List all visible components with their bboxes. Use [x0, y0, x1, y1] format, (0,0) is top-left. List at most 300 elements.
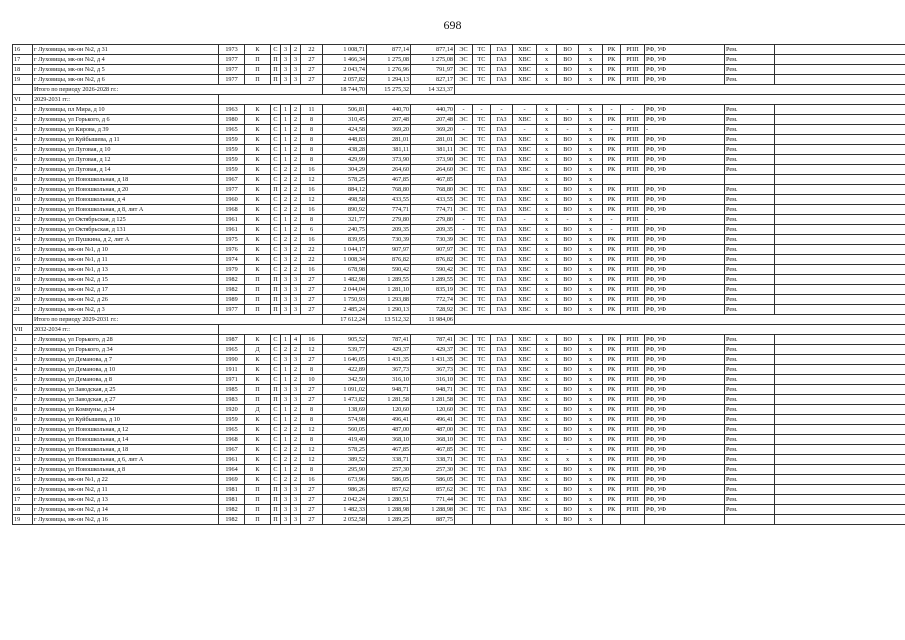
table-cell: 3	[281, 515, 291, 525]
table-cell: РПП	[621, 55, 645, 65]
table-cell: 3	[291, 505, 301, 515]
table-cell: 1 091,02	[323, 385, 367, 395]
table-row	[13, 205, 905, 215]
table-cell	[775, 435, 905, 445]
table-cell: П	[245, 275, 271, 285]
table-cell: 1 289,25	[367, 515, 411, 525]
table-cell: ГАЗ	[491, 45, 513, 55]
table-cell: ВО	[557, 65, 579, 75]
table-cell: 257,30	[367, 465, 411, 475]
table-cell: К	[245, 135, 271, 145]
table-cell: 1 646,05	[323, 355, 367, 365]
table-cell: ВО	[557, 375, 579, 385]
table-cell: г Луховицы, мк-он №2, д 16	[33, 515, 219, 525]
table-cell: К	[245, 45, 271, 55]
table-cell: Рем.	[725, 195, 775, 205]
table-cell: 1977	[219, 305, 245, 315]
table-cell: 1979	[219, 265, 245, 275]
table-cell: 1920	[219, 405, 245, 415]
table-cell: П	[271, 295, 281, 305]
table-cell: х	[557, 455, 579, 465]
table-cell: 2	[281, 345, 291, 355]
table-cell: 467,85	[367, 175, 411, 185]
table-cell: 338,71	[411, 455, 455, 465]
table-cell: -	[491, 445, 513, 455]
table-cell: РК	[603, 55, 621, 65]
table-cell: П	[271, 275, 281, 285]
table-cell: РПП	[621, 475, 645, 485]
table-cell: 381,11	[411, 145, 455, 155]
table-cell: 27	[301, 305, 323, 315]
table-cell: 279,80	[411, 215, 455, 225]
table-cell: 2 485,24	[323, 305, 367, 315]
table-cell	[775, 265, 905, 275]
table-cell: 1 008,34	[323, 255, 367, 265]
table-cell: 2	[291, 175, 301, 185]
table-cell: 2	[291, 465, 301, 475]
table-cell: 2	[291, 195, 301, 205]
table-cell: г Луховицы, мк-он №1, д 22	[33, 475, 219, 485]
table-cell: ТС	[473, 155, 491, 165]
table-cell: П	[245, 385, 271, 395]
table-cell	[775, 65, 905, 75]
table-cell: 342,50	[323, 375, 367, 385]
table-cell: РПП	[621, 385, 645, 395]
table-cell	[775, 355, 905, 365]
table-cell: 12	[301, 345, 323, 355]
table-cell: РФ, УФ	[645, 155, 725, 165]
table-cell: ВО	[557, 495, 579, 505]
table-cell: 3	[291, 275, 301, 285]
table-cell: ХВС	[513, 305, 537, 315]
table-cell: П	[271, 285, 281, 295]
table-cell: 8	[301, 465, 323, 475]
table-cell: х	[537, 455, 557, 465]
table-cell: РПП	[621, 45, 645, 55]
table-cell: С	[271, 475, 281, 485]
section-row	[13, 325, 905, 335]
table-cell: ВО	[557, 355, 579, 365]
table-cell: ТС	[473, 415, 491, 425]
table-cell: ЭС	[455, 55, 473, 65]
table-cell: РПП	[621, 435, 645, 445]
table-cell: 11	[301, 105, 323, 115]
table-cell: 2 042,24	[323, 495, 367, 505]
table-cell: ВО	[557, 405, 579, 415]
table-cell: ТС	[473, 65, 491, 75]
table-cell: х	[579, 165, 603, 175]
table-cell: ХВС	[513, 245, 537, 255]
table-cell: 27	[301, 485, 323, 495]
table-cell: г Луховицы, ул Коммуны, д 34	[33, 405, 219, 415]
table-cell: ХВС	[513, 255, 537, 265]
table-cell: ВО	[557, 185, 579, 195]
table-cell: 1976	[219, 245, 245, 255]
table-cell: х	[537, 395, 557, 405]
table-cell: С	[271, 345, 281, 355]
table-cell: 1974	[219, 255, 245, 265]
table-cell: х	[537, 415, 557, 425]
table-cell: ТС	[473, 465, 491, 475]
table-row	[13, 475, 905, 485]
table-cell: Рем.	[725, 385, 775, 395]
table-cell: 2	[291, 405, 301, 415]
table-cell: 1983	[219, 395, 245, 405]
table-cell: 13	[13, 225, 33, 235]
table-row	[13, 455, 905, 465]
table-cell: 2	[281, 205, 291, 215]
table-cell: 1967	[219, 445, 245, 455]
table-cell: ХВС	[513, 145, 537, 155]
table-cell: ХВС	[513, 505, 537, 515]
table-cell: 2	[291, 115, 301, 125]
table-cell: Рем.	[725, 75, 775, 85]
table-cell: 1968	[219, 435, 245, 445]
table-cell: 948,71	[367, 385, 411, 395]
table-cell: Рем.	[725, 395, 775, 405]
table-cell: 4	[291, 335, 301, 345]
table-cell: 1959	[219, 165, 245, 175]
table-cell: К	[245, 195, 271, 205]
table-cell: ТС	[473, 495, 491, 505]
table-cell: РФ, УФ	[645, 245, 725, 255]
table-cell: РПП	[621, 485, 645, 495]
table-cell: ВО	[557, 45, 579, 55]
table-cell: 678,98	[323, 265, 367, 275]
table-cell: ЭС	[455, 475, 473, 485]
table-cell: 877,14	[367, 45, 411, 55]
table-cell: ВО	[557, 505, 579, 515]
table-cell: г Луховицы, ул Новошкольная, д 6, лит А	[33, 455, 219, 465]
table-cell: ГАЗ	[491, 115, 513, 125]
table-cell: РФ, УФ	[645, 235, 725, 245]
table-cell: 1989	[219, 295, 245, 305]
table-cell: ТС	[473, 285, 491, 295]
table-cell: 539,77	[323, 345, 367, 355]
table-cell: 1 750,93	[323, 295, 367, 305]
table-cell: ЭС	[455, 235, 473, 245]
table-cell	[775, 155, 905, 165]
table-cell: ХВС	[513, 275, 537, 285]
table-cell: К	[245, 435, 271, 445]
table-cell: РФ, УФ	[645, 275, 725, 285]
table-cell: ГАЗ	[491, 75, 513, 85]
table-cell: ХВС	[513, 155, 537, 165]
table-cell: 590,42	[367, 265, 411, 275]
table-cell: 17	[13, 265, 33, 275]
table-cell: ГАЗ	[491, 435, 513, 445]
table-cell: ТС	[473, 445, 491, 455]
table-row	[13, 355, 905, 365]
table-cell: ХВС	[513, 65, 537, 75]
table-cell	[473, 175, 491, 185]
table-cell: ВО	[557, 395, 579, 405]
table-cell: х	[537, 135, 557, 145]
table-cell: 429,37	[367, 345, 411, 355]
table-cell: 1965	[219, 425, 245, 435]
table-cell: -	[455, 125, 473, 135]
table-cell: 1961	[219, 455, 245, 465]
table-cell: 27	[301, 505, 323, 515]
table-cell: 1981	[219, 485, 245, 495]
table-cell	[775, 55, 905, 65]
table-cell: РПП	[621, 115, 645, 125]
table-cell: РК	[603, 255, 621, 265]
table-cell: 1 293,88	[367, 295, 411, 305]
table-cell: ГАЗ	[491, 235, 513, 245]
table-cell: 16	[301, 335, 323, 345]
table-cell: г Луховицы, мк-он №2, д 4	[33, 55, 219, 65]
table-cell: х	[579, 225, 603, 235]
table-cell: х	[537, 495, 557, 505]
table-cell	[725, 515, 775, 525]
table-cell: П	[271, 395, 281, 405]
table-cell: х	[537, 105, 557, 115]
table-cell: 22	[301, 45, 323, 55]
table-cell: К	[245, 115, 271, 125]
table-cell: РФ, УФ	[645, 385, 725, 395]
table-cell: 6	[301, 225, 323, 235]
table-cell: х	[537, 375, 557, 385]
table-cell: 3	[291, 305, 301, 315]
table-cell: х	[537, 185, 557, 195]
table-cell: ЭС	[455, 275, 473, 285]
table-cell: 487,00	[367, 425, 411, 435]
table-cell: РПП	[621, 255, 645, 265]
table-cell: Рем.	[725, 495, 775, 505]
table-cell: С	[271, 265, 281, 275]
table-cell: ВО	[557, 155, 579, 165]
table-cell	[13, 315, 33, 325]
table-cell	[775, 445, 905, 455]
table-cell: 2	[291, 375, 301, 385]
table-cell: К	[245, 125, 271, 135]
table-cell: РК	[603, 115, 621, 125]
table-cell: П	[271, 515, 281, 525]
table-cell: РПП	[621, 215, 645, 225]
table-cell: х	[579, 125, 603, 135]
table-cell: х	[579, 415, 603, 425]
table-cell: РФ, УФ	[645, 505, 725, 515]
table-row	[13, 445, 905, 455]
table-cell: ХВС	[513, 265, 537, 275]
table-cell	[775, 275, 905, 285]
table-cell: 560,05	[323, 425, 367, 435]
table-cell: С	[271, 255, 281, 265]
table-cell: х	[537, 255, 557, 265]
table-cell: 1	[281, 225, 291, 235]
table-row	[13, 235, 905, 245]
table-cell: -	[455, 105, 473, 115]
table-cell: ГАЗ	[491, 215, 513, 225]
table-cell: 12	[301, 175, 323, 185]
table-cell: 3	[291, 495, 301, 505]
table-cell: ТС	[473, 385, 491, 395]
table-cell: 18	[13, 65, 33, 75]
table-cell: ТС	[473, 215, 491, 225]
table-row	[13, 265, 905, 275]
table-cell: ЭС	[455, 195, 473, 205]
table-cell: х	[537, 285, 557, 295]
table-cell: х	[579, 375, 603, 385]
table-cell: 2	[281, 235, 291, 245]
table-cell: РФ, УФ	[645, 395, 725, 405]
table-cell: г Луховицы, ул Деманова, д 7	[33, 355, 219, 365]
table-cell: 1980	[219, 115, 245, 125]
table-cell: С	[271, 225, 281, 235]
table-cell: РФ, УФ	[645, 145, 725, 155]
table-cell: 5	[13, 145, 33, 155]
table-cell: РПП	[621, 135, 645, 145]
table-cell: ТС	[473, 165, 491, 175]
table-cell: х	[579, 495, 603, 505]
table-cell: х	[579, 175, 603, 185]
table-cell: С	[271, 405, 281, 415]
table-cell: П	[271, 305, 281, 315]
table-cell	[775, 415, 905, 425]
table-cell: Рем.	[725, 445, 775, 455]
table-cell: С	[271, 115, 281, 125]
table-cell	[775, 405, 905, 415]
table-cell: -	[645, 215, 725, 225]
table-cell: РК	[603, 405, 621, 415]
table-cell: 2	[291, 135, 301, 145]
table-cell: С	[271, 155, 281, 165]
table-row	[13, 115, 905, 125]
table-cell: К	[245, 415, 271, 425]
table-cell: ХВС	[513, 55, 537, 65]
table-cell: РФ, УФ	[645, 495, 725, 505]
table-cell: 1975	[219, 235, 245, 245]
table-cell: П	[245, 305, 271, 315]
table-cell	[775, 495, 905, 505]
table-cell: 877,14	[411, 45, 455, 55]
table-cell: -	[603, 125, 621, 135]
table-cell: РФ, УФ	[645, 485, 725, 495]
table-cell: ТС	[473, 275, 491, 285]
table-cell: г Луховицы, ул Куйбышева, д 11	[33, 135, 219, 145]
table-cell: РК	[603, 75, 621, 85]
table-cell: 389,52	[323, 455, 367, 465]
table-cell: Рем.	[725, 305, 775, 315]
table-cell: х	[579, 265, 603, 275]
table-cell: 19	[13, 515, 33, 525]
table-cell: 1 280,51	[367, 495, 411, 505]
table-cell: ТС	[473, 505, 491, 515]
table-cell	[775, 175, 905, 185]
table-cell: г Луховицы, ул Новошкольная, д 8, лит А	[33, 205, 219, 215]
table-cell	[775, 385, 905, 395]
table-cell: ЭС	[455, 75, 473, 85]
table-cell: 905,52	[323, 335, 367, 345]
table-cell: ХВС	[513, 385, 537, 395]
table-cell: Рем.	[725, 225, 775, 235]
table-cell: РФ, УФ	[645, 165, 725, 175]
table-cell: 373,90	[411, 155, 455, 165]
table-cell: ВО	[557, 295, 579, 305]
table-cell: 8	[301, 415, 323, 425]
table-cell: Рем.	[725, 405, 775, 415]
table-cell: РФ, УФ	[645, 425, 725, 435]
table-cell: 7	[13, 395, 33, 405]
table-cell: х	[579, 435, 603, 445]
table-cell: РФ, УФ	[645, 105, 725, 115]
table-row	[13, 245, 905, 255]
table-cell	[645, 175, 725, 185]
table-cell: ВО	[557, 175, 579, 185]
table-cell: 1982	[219, 515, 245, 525]
table-cell: 17	[13, 55, 33, 65]
table-cell: РФ, УФ	[645, 445, 725, 455]
table-cell: 768,80	[367, 185, 411, 195]
table-cell: ВО	[557, 285, 579, 295]
table-cell: С	[271, 415, 281, 425]
table-cell: Рем.	[725, 245, 775, 255]
table-cell: г Луховицы, ул Октябрьская, д 125	[33, 215, 219, 225]
table-cell: П	[245, 485, 271, 495]
table-cell: ЭС	[455, 145, 473, 155]
table-cell: 1981	[219, 495, 245, 505]
table-cell: 884,12	[323, 185, 367, 195]
table-cell	[13, 85, 33, 95]
table-cell: х	[537, 65, 557, 75]
table-cell: К	[245, 375, 271, 385]
table-cell: 3	[291, 515, 301, 525]
table-cell: 11 984,06	[411, 315, 455, 325]
table-cell: РПП	[621, 495, 645, 505]
table-cell: х	[537, 75, 557, 85]
table-cell: ХВС	[513, 225, 537, 235]
table-cell: 13 512,32	[367, 315, 411, 325]
table-cell: 578,25	[323, 175, 367, 185]
table-cell: К	[245, 355, 271, 365]
table-cell: ГАЗ	[491, 155, 513, 165]
table-cell: х	[579, 55, 603, 65]
table-cell: х	[579, 235, 603, 245]
table-cell: РФ, УФ	[645, 305, 725, 315]
table-cell: г Луховицы, мк-он №2, д 17	[33, 285, 219, 295]
table-cell: К	[245, 265, 271, 275]
table-cell	[455, 315, 905, 325]
table-cell: ВО	[557, 55, 579, 65]
table-cell: г Луховицы, мк-он №1, д 13	[33, 265, 219, 275]
table-cell: х	[537, 165, 557, 175]
table-cell: 12	[301, 425, 323, 435]
table-cell: -	[557, 125, 579, 135]
table-cell: 12	[301, 455, 323, 465]
total-row	[13, 315, 905, 325]
table-cell: 2	[13, 115, 33, 125]
table-row	[13, 495, 905, 505]
section-row	[13, 95, 905, 105]
table-cell: С	[271, 455, 281, 465]
table-cell: ЭС	[455, 495, 473, 505]
table-cell: П	[245, 75, 271, 85]
table-cell: 433,55	[411, 195, 455, 205]
table-cell: ГАЗ	[491, 425, 513, 435]
table-cell: г Луховицы, ул Новошкольная, д 8	[33, 465, 219, 475]
table-cell: г Луховицы, ул Луговая, д 14	[33, 165, 219, 175]
table-cell: РФ, УФ	[645, 335, 725, 345]
table-cell: ВО	[557, 75, 579, 85]
table-cell: ЭС	[455, 395, 473, 405]
table-cell: ЭС	[455, 375, 473, 385]
table-cell: 27	[301, 65, 323, 75]
table-cell: РФ, УФ	[645, 475, 725, 485]
table-cell: ВО	[557, 415, 579, 425]
table-cell: 18 744,70	[323, 85, 367, 95]
table-cell: С	[271, 135, 281, 145]
